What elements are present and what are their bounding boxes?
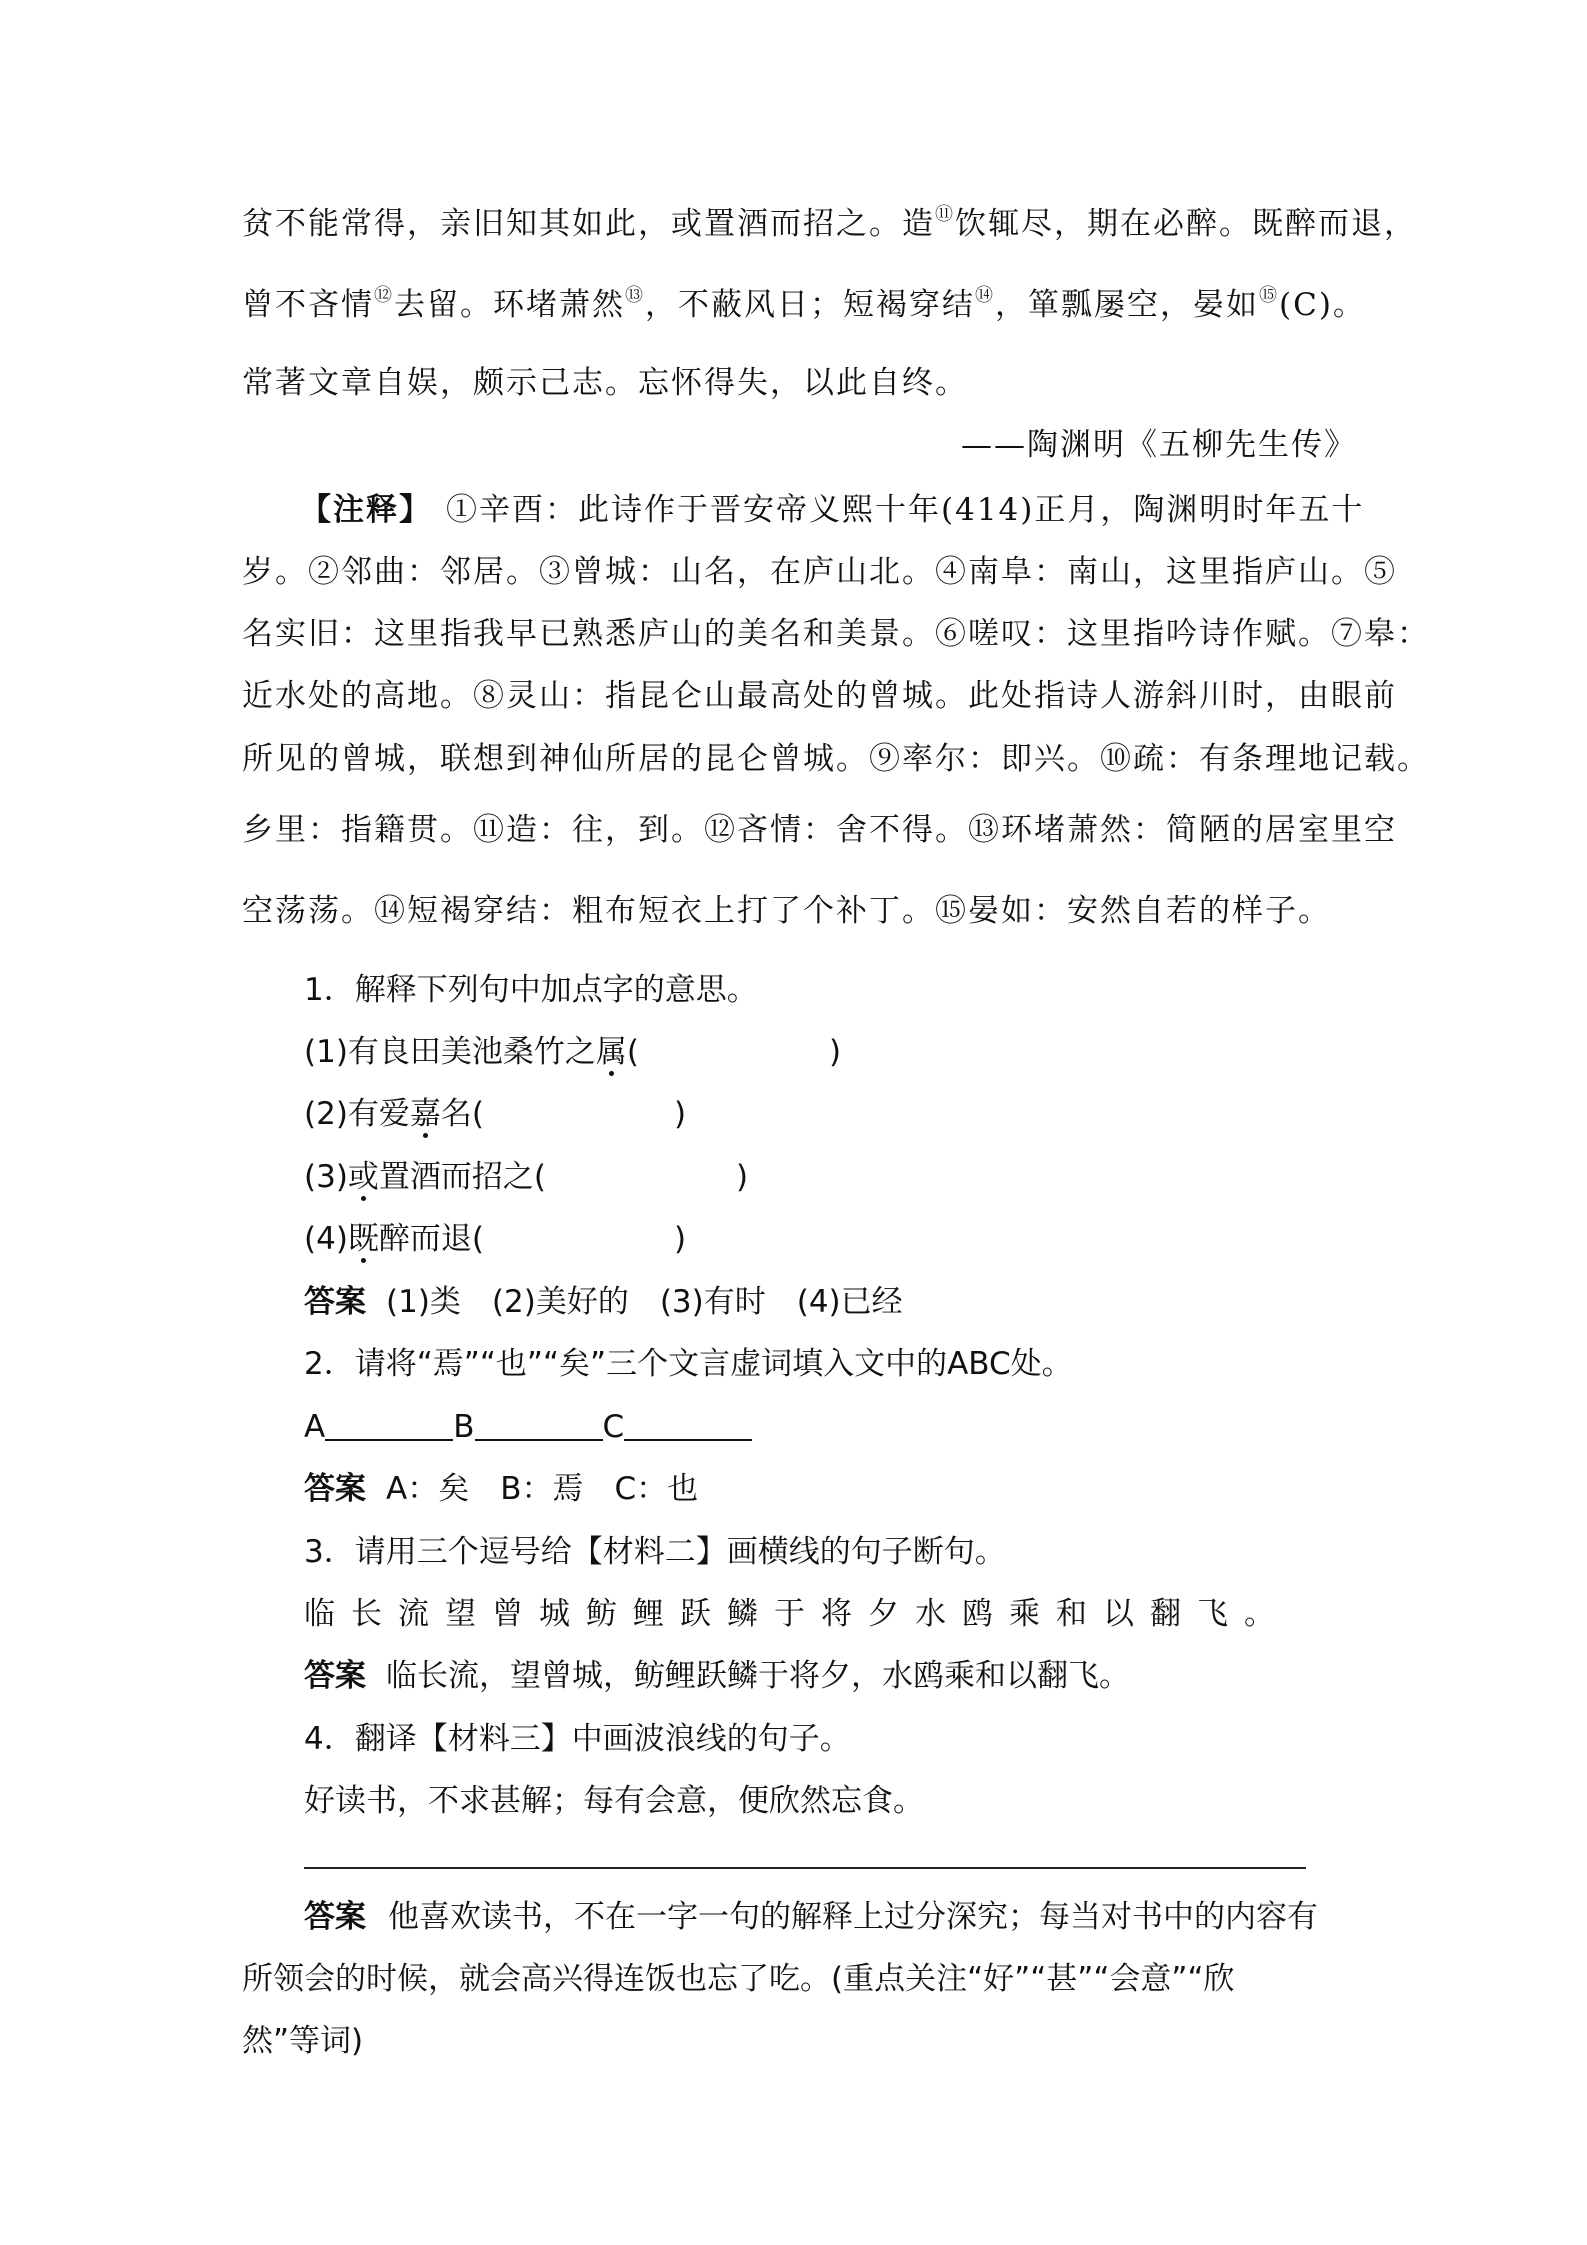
notes-text: ①辛酉：此诗作于晋安帝义熙十年(414)正月，陶渊明时年五十 bbox=[446, 492, 1365, 528]
blank-b-line[interactable] bbox=[475, 1409, 603, 1441]
notes-line-7: 空荡荡。⑭短褐穿结：粗布短衣上打了个补丁。⑮晏如：安然自若的样子。 bbox=[242, 893, 1331, 929]
blank-label-c: C bbox=[602, 1409, 625, 1445]
attribution: ——陶渊明《五柳先生传》 bbox=[961, 427, 1357, 463]
q1-item-text: 醉而退( bbox=[378, 1221, 485, 1257]
q1-item-text: ) bbox=[736, 1159, 749, 1195]
emphasis-dot-char: 既 bbox=[347, 1221, 379, 1257]
q2-prompt: 2．请将“焉”“也”“矣”三个文言虚词填入文中的ABC处。 bbox=[304, 1346, 1073, 1382]
passage-text: 曾不吝情 bbox=[242, 287, 374, 323]
answer-label: 答案 bbox=[304, 1284, 366, 1320]
answer-text: (1)类 (2)美好的 (3)有时 (4)已经 bbox=[386, 1284, 903, 1320]
passage-text: 常著文章自娱，颇示己志。忘怀得失，以此自终。 bbox=[242, 365, 968, 401]
footnote-marker-11: ⑪ bbox=[935, 204, 955, 225]
q3-answer bbox=[304, 1654, 1130, 1698]
q1-item-text: 名( bbox=[440, 1096, 485, 1132]
answer-text: A：矣 B：焉 C：也 bbox=[386, 1471, 699, 1507]
passage-text: (C)。 bbox=[1279, 287, 1366, 323]
q4-answer-line-3: 然”等词) bbox=[242, 2023, 364, 2059]
q1-item-text: (1)有良田美池桑竹之 bbox=[304, 1034, 596, 1070]
answer-label: 答案 bbox=[304, 1658, 366, 1694]
passage-line-3 bbox=[242, 361, 968, 405]
emphasis-dot-char: 嘉 bbox=[409, 1096, 441, 1132]
notes-line-3: 名实旧：这里指我早已熟悉庐山的美名和美景。⑥嗟叹：这里指吟诗作赋。⑦皋： bbox=[242, 616, 1430, 652]
blank-label-a: A bbox=[304, 1409, 326, 1445]
emphasis-dot-char: 属 bbox=[595, 1034, 627, 1070]
passage-text: 去留。环堵萧然 bbox=[394, 287, 625, 323]
q4-answer-line-1 bbox=[304, 1895, 1318, 1939]
passage-line-2 bbox=[242, 283, 1366, 327]
notes-label: 【注释】 bbox=[300, 492, 432, 528]
q1-prompt: 1．解释下列句中加点字的意思。 bbox=[304, 972, 758, 1008]
answer-text: 他喜欢读书，不在一字一句的解释上过分深究；每当对书中的内容有 bbox=[388, 1899, 1318, 1935]
notes-line-2: 岁。②邻曲：邻居。③曾城：山名，在庐山北。④南阜：南山，这里指庐山。⑤ bbox=[242, 554, 1397, 590]
q1-item-text: (3) bbox=[304, 1159, 348, 1195]
footnote-marker-15: ⑮ bbox=[1259, 285, 1279, 306]
q4-answer-line-2: 所领会的时候，就会高兴得连饭也忘了吃。(重点关注“好”“甚”“会意”“欣 bbox=[242, 1961, 1235, 1997]
q1-item-text: ( bbox=[626, 1034, 640, 1070]
q1-item-text: (2)有爱 bbox=[304, 1096, 410, 1132]
footnote-marker-14: ⑭ bbox=[975, 285, 995, 306]
emphasis-dot-char: 或 bbox=[347, 1159, 379, 1195]
q2-answer bbox=[304, 1467, 698, 1511]
q3-prompt: 3．请用三个逗号给【材料二】画横线的句子断句。 bbox=[304, 1534, 1006, 1570]
notes-line-4: 近水处的高地。⑧灵山：指昆仑山最高处的曾城。此处指诗人游斜川时，由眼前 bbox=[242, 678, 1397, 714]
blank-label-b: B bbox=[453, 1409, 475, 1445]
answer-rule-line bbox=[304, 1867, 1306, 1869]
q1-item-2 bbox=[304, 1092, 686, 1136]
q1-item-text: ) bbox=[674, 1096, 687, 1132]
notes-line-6: 乡里：指籍贯。⑪造：往，到。⑫吝情：舍不得。⑬环堵萧然：简陋的居室里空 bbox=[242, 812, 1397, 848]
passage-text: 饮辄尽，期在必醉。既醉而退， bbox=[955, 206, 1417, 242]
q1-item-3 bbox=[304, 1155, 748, 1199]
footnote-marker-12: ⑫ bbox=[374, 285, 394, 306]
blank-a-line[interactable] bbox=[325, 1409, 453, 1441]
answer-text: 临长流，望曾城，鲂鲤跃鳞于将夕，水鸥乘和以翻飞。 bbox=[386, 1658, 1130, 1694]
q1-item-text: 置酒而招之( bbox=[378, 1159, 547, 1195]
answer-label: 答案 bbox=[304, 1471, 366, 1507]
notes-line-1 bbox=[300, 488, 1364, 532]
q1-answer bbox=[304, 1280, 903, 1324]
q1-item-1 bbox=[304, 1030, 841, 1074]
passage-text: ，箪瓢屡空，晏如 bbox=[995, 287, 1259, 323]
q1-item-text: ) bbox=[829, 1034, 842, 1070]
footnote-marker-13: ⑬ bbox=[625, 285, 645, 306]
q4-sentence: 好读书，不求甚解；每有会意，便欣然忘食。 bbox=[304, 1783, 924, 1819]
answer-label: 答案 bbox=[304, 1899, 366, 1935]
notes-line-5: 所见的曾城，联想到神仙所居的昆仑曾城。⑨率尔：即兴。⑩疏：有条理地记载。 bbox=[242, 741, 1430, 777]
q3-sentence: 临长流望曾城鲂鲤跃鳞于将夕水鸥乘和以翻飞。 bbox=[304, 1596, 1291, 1632]
q1-item-text: ) bbox=[674, 1221, 687, 1257]
passage-text: 贫不能常得，亲旧知其如此，或置酒而招之。造 bbox=[242, 206, 935, 242]
q1-item-text: (4) bbox=[304, 1221, 348, 1257]
q4-prompt: 4．翻译【材料三】中画波浪线的句子。 bbox=[304, 1721, 851, 1757]
blank-c-line[interactable] bbox=[624, 1409, 752, 1441]
q2-blanks bbox=[304, 1405, 752, 1449]
q1-item-4 bbox=[304, 1217, 686, 1261]
passage-text: ，不蔽风日；短褐穿结 bbox=[645, 287, 975, 323]
passage-line-1 bbox=[242, 202, 1417, 246]
